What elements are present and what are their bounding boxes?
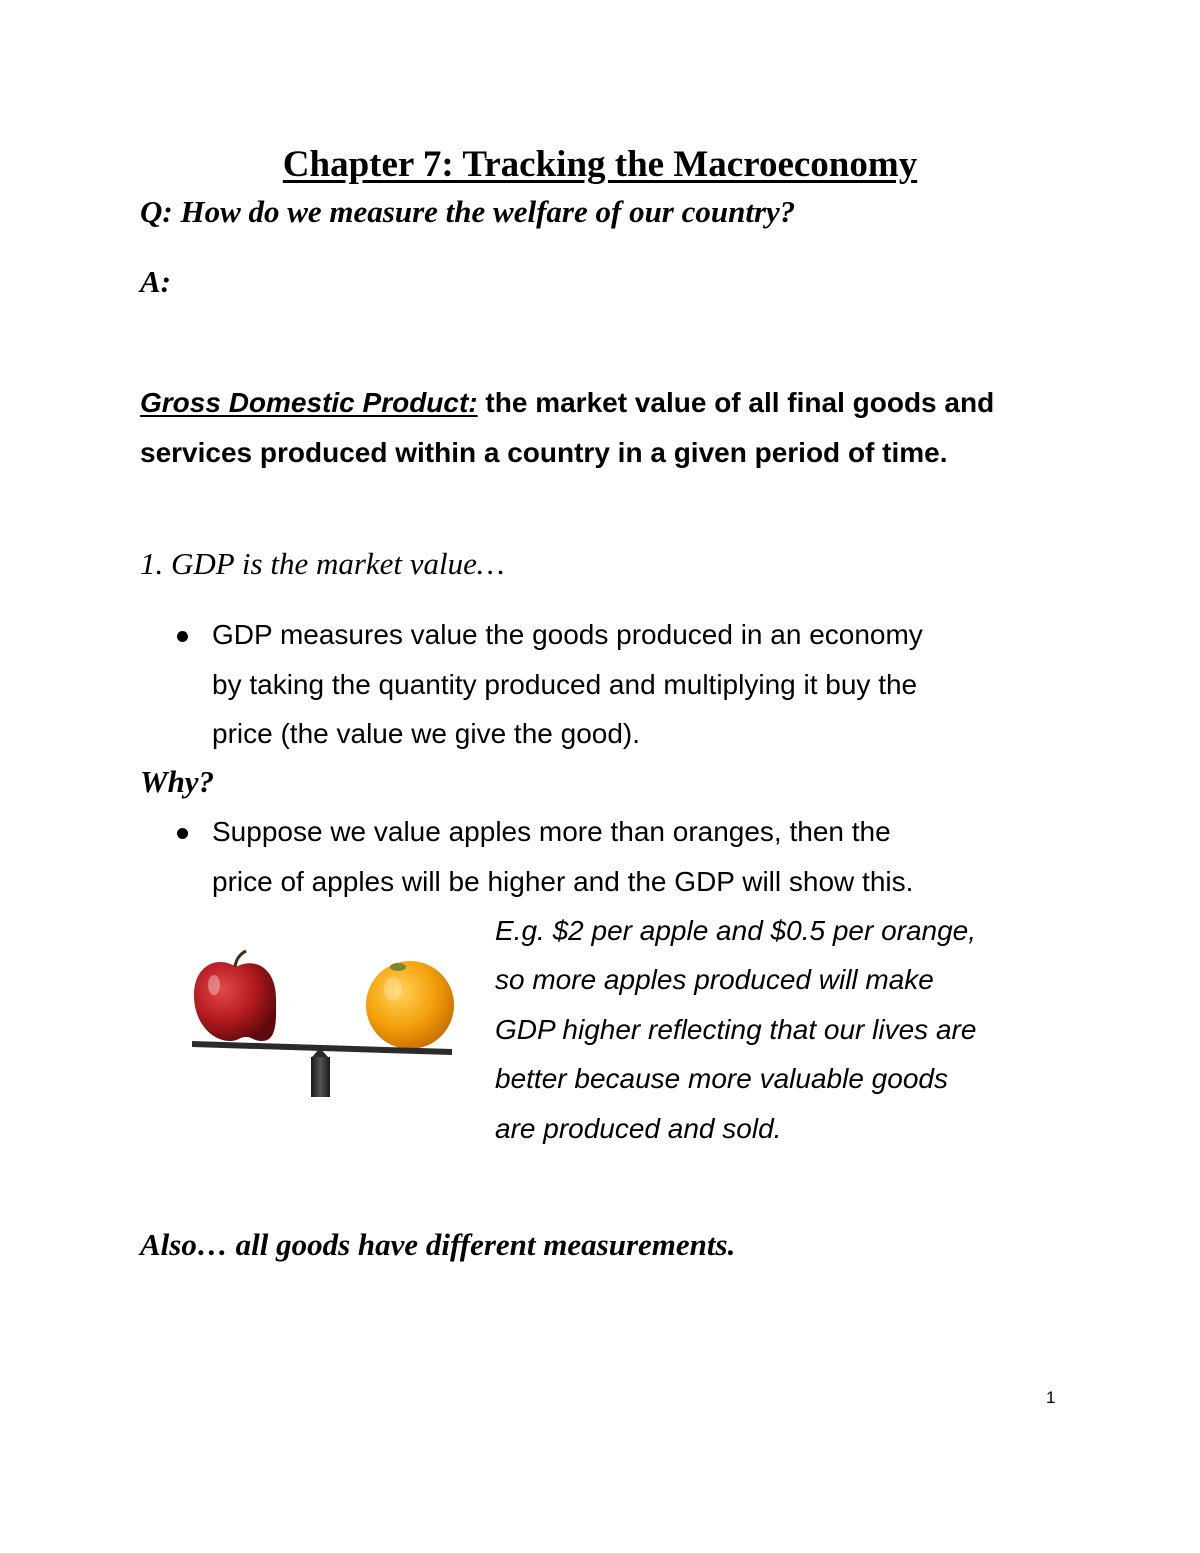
page-title: Chapter 7: Tracking the Macroeconomy — [282, 144, 918, 185]
why-label: Why? — [140, 764, 215, 799]
example-line-2: so more apples produced will make — [495, 964, 934, 995]
page-number: 1 — [1046, 1388, 1056, 1407]
answer-label: A: — [140, 264, 171, 299]
scale-stand — [311, 1057, 330, 1097]
apple-icon — [194, 951, 276, 1041]
example-line-5: are produced and sold. — [495, 1113, 782, 1144]
bullet-2-line-1: Suppose we value apples more than oranges, then the — [212, 816, 891, 847]
bullet-1-line-1: GDP measures value the goods produced in an economy — [212, 619, 923, 650]
question-text: Q: How do we measure the welfare of our country? — [140, 194, 796, 229]
gdp-definition — [140, 378, 1040, 477]
apple-orange-scale-illustration — [188, 945, 463, 1115]
bullet-icon — [177, 828, 188, 839]
bullet-1-line-3: price (the value we give the good). — [212, 718, 641, 749]
bullet-2-line-2: price of apples will be higher and the GDP will show this. — [212, 866, 914, 897]
definition-text: the market value of all final goods and services produced within a country in a given period of time. — [140, 387, 995, 468]
scale-svg — [188, 945, 463, 1115]
example-line-4: better because more valuable goods — [495, 1063, 948, 1094]
definition-term: Gross Domestic Product: — [140, 387, 478, 418]
example-line-1: E.g. $2 per apple and $0.5 per orange, — [495, 915, 977, 946]
bullet-icon — [177, 631, 188, 642]
also-text: Also… all goods have different measurements. — [140, 1227, 736, 1262]
orange-icon — [366, 961, 454, 1049]
example-line-3: GDP higher reflecting that our lives are — [495, 1014, 977, 1045]
point-1-heading: 1. GDP is the market value… — [140, 546, 505, 581]
bullet-1-line-2: by taking the quantity produced and multiplying it buy the — [212, 669, 918, 700]
